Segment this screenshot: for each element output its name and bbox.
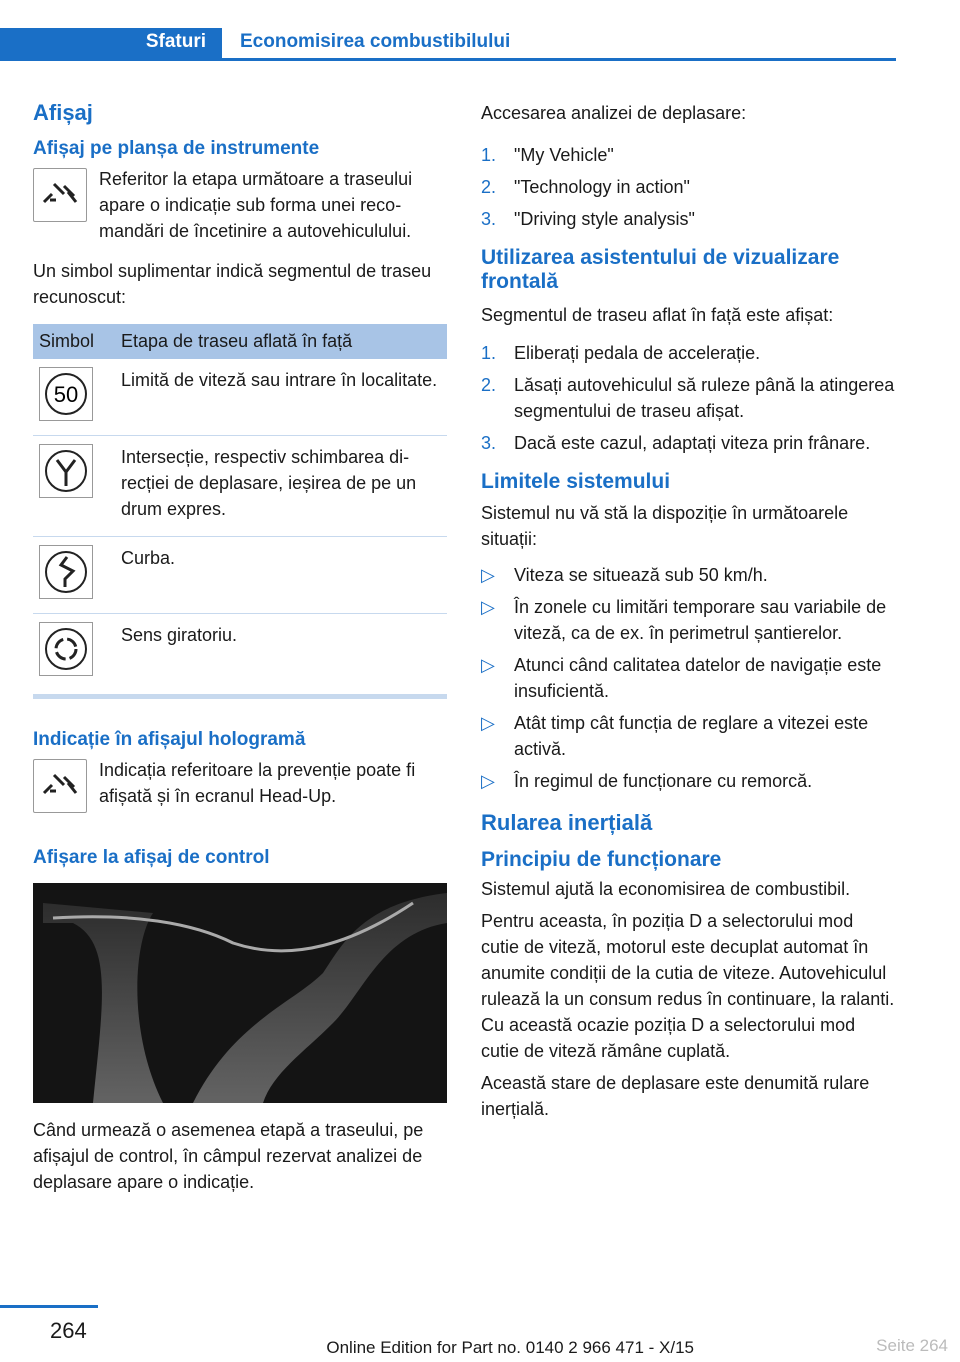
subsection-instrument-panel: Afișaj pe planșa de instrumente xyxy=(33,138,320,159)
table-header-symbol: Simbol xyxy=(33,324,115,359)
list-item: ▷ În zonele cu limitări temporare sau variabile de viteză, ca de ex. în perimetrul șantierelor. xyxy=(481,597,887,643)
header-underline xyxy=(0,58,896,61)
table-header-stage: Etapa de traseu aflată în față xyxy=(115,324,447,359)
principle-text-3: Această stare de deplasare este denumită rulare inerțială. xyxy=(481,1073,870,1119)
page-number: 264 xyxy=(50,1318,87,1343)
table-row xyxy=(33,537,447,614)
table-end-bar xyxy=(33,694,447,699)
list-item: ▷ Atât timp cât funcția de reglare a vitezei este activă. xyxy=(481,713,869,759)
section-title-coasting: Rularea inerțială xyxy=(481,810,653,835)
left-column xyxy=(33,100,447,1195)
section-title-afisaj: Afișaj xyxy=(33,100,93,125)
subsection-control-display: Afișare la afișaj de control xyxy=(33,847,270,868)
table-row xyxy=(33,614,447,691)
assistant-steps xyxy=(481,340,895,456)
list-item: 1. "My Vehicle" xyxy=(481,145,614,165)
symbol-intro: Un simbol suplimentar indică segmentul de traseu recunoscut: xyxy=(33,261,432,307)
footer-line xyxy=(0,1305,98,1308)
curve-icon xyxy=(39,545,93,599)
hologram-hint-text: Indicația referitoare la prevenție poate fi afișată și în ecranul Head-Up. xyxy=(99,760,416,806)
hologram-hint xyxy=(33,757,447,813)
speed-limit-icon xyxy=(39,367,93,421)
roundabout-icon xyxy=(39,622,93,676)
table-row xyxy=(33,436,447,537)
principle-text-2: Pentru aceasta, în poziția D a selectorului mod cutie de viteză, motorul este decuplat automat în anumite condiții de la cutia de viteze. Autovehiculul rulează la un consum redus în continuare, la ralanti. Cu această ocazie poziția D a selectorului mod cutie de viteză rămâne cuplată. xyxy=(481,911,895,1061)
road-display-image xyxy=(33,883,447,1103)
tab-sfaturi[interactable]: Sfaturi xyxy=(0,28,222,61)
right-column xyxy=(481,100,895,1122)
decelerate-icon xyxy=(33,168,87,222)
list-item: 2. "Technology in action" xyxy=(481,177,690,197)
access-steps xyxy=(481,142,895,232)
subsection-hologram: Indicație în afișajul hologramă xyxy=(33,729,306,750)
assistant-intro: Segmentul de traseu aflat în față este afișat: xyxy=(481,305,834,325)
table-cell-text: Curba. xyxy=(115,537,447,614)
list-item: ▷ În regimul de funcționare cu remorcă. xyxy=(481,771,813,791)
instrument-hint-text: Referitor la etapa următoare a traseului apare o indicație sub forma unei recomandări de încetinire a autovehiculului. xyxy=(99,169,413,241)
principle-text-1: Sistemul ajută la economisirea de combustibil. xyxy=(481,879,851,899)
table-row xyxy=(33,359,447,436)
section-title-limits: Limitele sistemului xyxy=(481,470,671,493)
list-item: 3. Dacă este cazul, adaptați viteza prin frânare. xyxy=(481,433,871,453)
list-item: ▷ Viteza se situează sub 50 km/h. xyxy=(481,565,768,585)
tab-economisirea[interactable]: Economisirea combustibilului xyxy=(240,31,511,52)
list-item: ▷ Atunci când calitatea datelor de navigație este insuficientă. xyxy=(481,655,882,701)
limits-list xyxy=(481,562,895,794)
limits-intro: Sistemul nu vă stă la dispoziție în următoarele situații: xyxy=(481,503,849,549)
table-cell-text: Sens giratoriu. xyxy=(121,625,238,645)
watermark: Seite 264 xyxy=(876,1336,948,1355)
instrument-hint xyxy=(33,166,447,244)
list-item: 3. "Driving style analysis" xyxy=(481,209,695,229)
table-cell-text: Limită de viteză sau intrare în localitate. xyxy=(115,359,447,436)
symbol-table xyxy=(33,324,447,690)
subsection-principle: Principiu de funcționare xyxy=(481,848,722,871)
table-cell-text: Intersecție, respectiv schimbarea direcției de deplasare, ieșirea de pe un drum expres. xyxy=(115,436,447,537)
control-display-text: Când urmează o asemenea etapă a traseului, pe afișajul de control, în câmpul rezervat analizei de deplasare apare o indicație. xyxy=(33,1120,424,1192)
access-intro: Accesarea analizei de deplasare: xyxy=(481,103,747,123)
list-item: 1. Eliberați pedala de accelerație. xyxy=(481,343,761,363)
intersection-icon xyxy=(39,444,93,498)
edition-note: Online Edition for Part no. 0140 2 966 471 - X/15 xyxy=(326,1338,694,1357)
list-item: 2. Lăsați autovehiculul să ruleze până la atingerea segmentului de traseu afișat. xyxy=(481,375,895,421)
header-bar xyxy=(0,28,896,62)
section-title-assistant: Utilizarea asistentului de vizualizare frontală xyxy=(481,246,840,293)
decelerate-icon xyxy=(33,759,87,813)
speed-limit-value: 50 xyxy=(53,382,79,407)
